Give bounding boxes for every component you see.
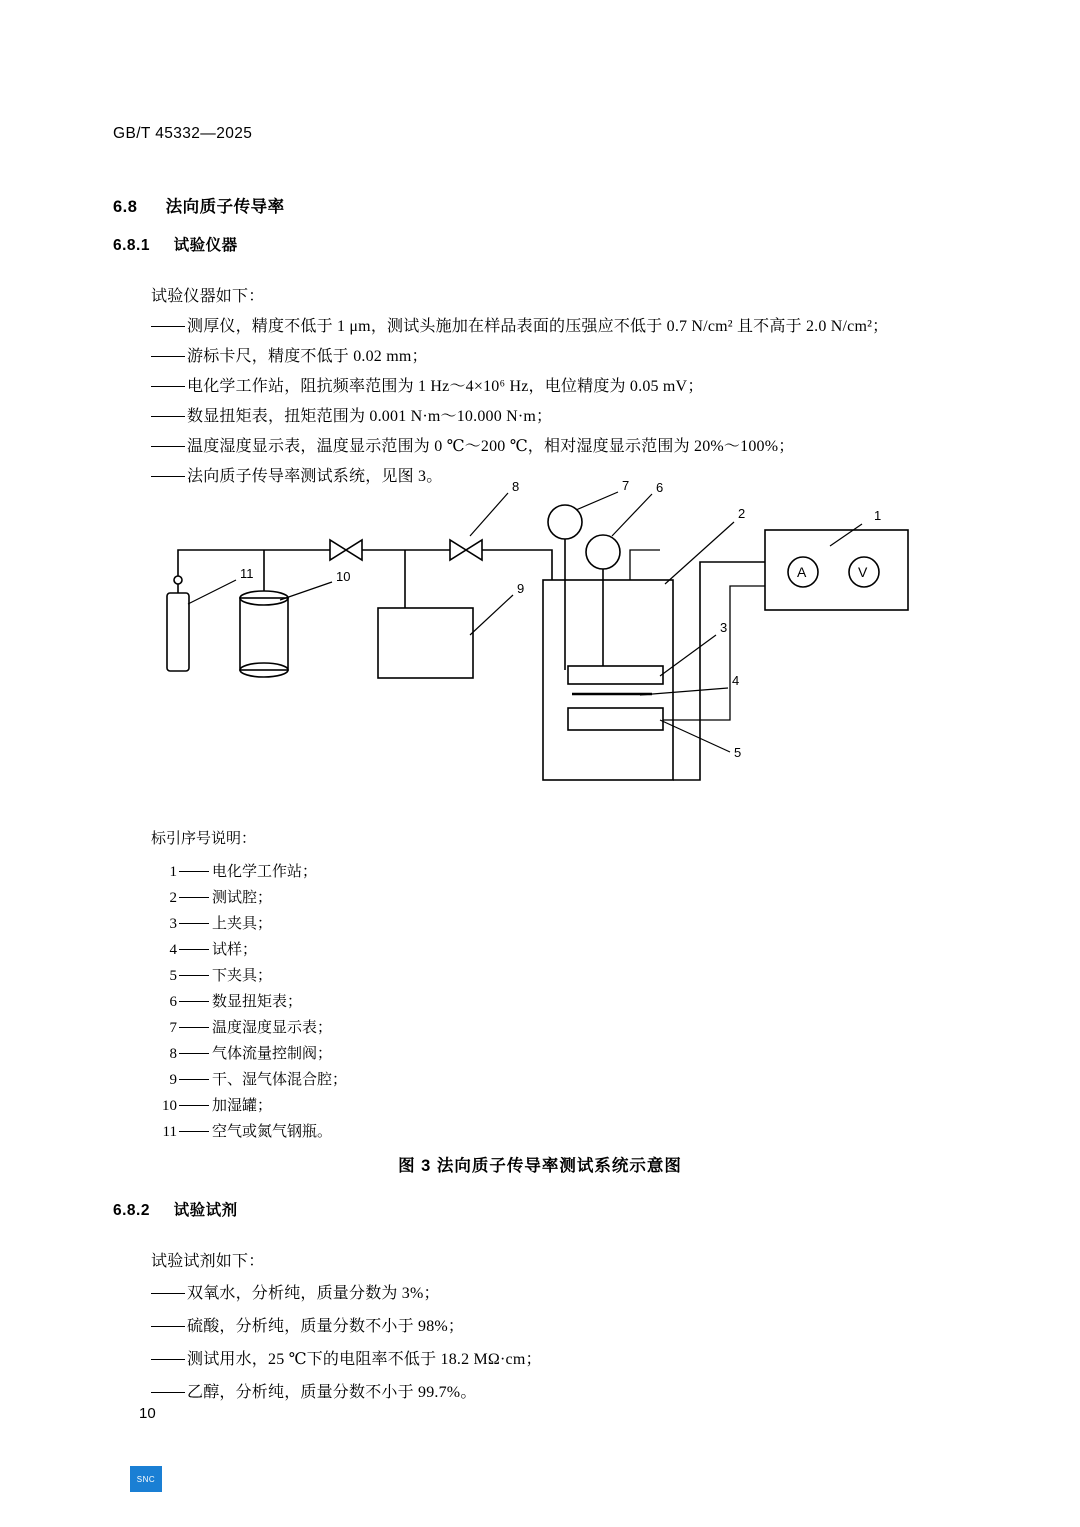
leader-5 [660,720,730,752]
instrument-item-2 [151,343,428,366]
dash-marker [151,446,185,447]
reagents-lead: 试验试剂如下： [151,1253,265,1270]
reagent-item-3 [151,1346,542,1369]
legend-dash [179,949,209,950]
instrument-item-1 [151,313,888,336]
legend-item-10 [151,1094,272,1115]
instrument-item-4-text: 数显扭矩表，扭矩范围为 0.001 N·m～10.000 N·m； [187,408,553,425]
callout-7: 7 [622,480,630,493]
callout-10: 10 [336,569,351,584]
legend-item-4 [151,938,257,959]
instrument-item-5-text: 温度湿度显示表，温度显示范围为 0 ℃～200 ℃，相对湿度显示范围为 20%～100%； [187,438,795,455]
valve-right [450,540,482,560]
reagent-item-2-text: 硫酸，分析纯，质量分数不小于 98%； [187,1318,465,1335]
legend-num-9: 9 [169,1072,177,1088]
callout-6: 6 [656,480,664,495]
leader-9 [470,595,513,635]
dash-marker [151,356,185,357]
torque-meter-gauge [586,535,620,569]
mixing-chamber [378,608,473,678]
instrument-item-3 [151,373,704,396]
legend-title: 标引序号说明： [151,831,257,847]
legend-label-9: 干、湿气体混合腔； [212,1072,348,1088]
legend-label-3: 上夹具； [212,916,273,932]
page-header-standard-code: GB/T 45332—2025 [113,125,253,142]
callout-4: 4 [732,673,740,688]
legend-num-10: 10 [162,1098,177,1114]
callout-3: 3 [720,620,728,635]
reagent-item-1 [151,1280,440,1303]
figure-3-caption: 图 3 法向质子传导率测试系统示意图 [398,1157,682,1175]
leader-3 [660,635,716,676]
callout-11: 11 [240,566,254,581]
test-system-schematic [140,480,940,820]
valve-left [330,540,362,560]
upper-fixture [568,666,663,684]
legend-item-1 [151,860,317,881]
dash-marker [151,326,185,327]
section-title-6-8-1: 试验仪器 [173,237,238,254]
legend-item-9 [151,1068,347,1089]
dash-marker [151,1359,185,1360]
legend-num-11: 11 [162,1124,177,1140]
callout-9: 9 [517,581,525,596]
legend-dash [179,1053,209,1054]
legend-num-3: 3 [169,916,177,932]
dash-marker [151,476,185,477]
legend-dash [179,871,209,872]
gas-cylinder-valve [174,576,182,584]
legend-dash [179,1079,209,1080]
legend-item-5 [151,964,272,985]
callout-1: 1 [874,508,882,523]
figure-callout-labels [240,480,881,760]
reagent-item-3-text: 测试用水，25 ℃下的电阻率不低于 18.2 MΩ·cm； [187,1351,542,1368]
instrument-item-1-text: 测厚仪，精度不低于 1 μm，测试头施加在样品表面的压强应不低于 0.7 N/cm² 且不高于 2.0 N/cm²； [187,318,889,335]
leader-1 [830,524,862,546]
callout-5: 5 [734,745,742,760]
wire-workstation-upper [663,586,765,720]
legend-dash [179,1131,209,1132]
instrument-item-5 [151,433,794,456]
legend-label-5: 下夹具； [212,968,273,984]
dash-marker [151,1293,185,1294]
lower-fixture [568,708,663,730]
legend-num-4: 4 [169,942,177,958]
publisher-logo: SNC [130,1466,162,1492]
callout-2: 2 [738,506,746,521]
instrument-item-6-text: 法向质子传导率测试系统，见图 3。 [187,468,443,485]
legend-num-5: 5 [169,968,177,984]
section-number-6-8-1: 6.8.1 [113,237,150,254]
legend-num-1: 1 [169,864,177,880]
instrument-item-3-text: 电化学工作站，阻抗频率范围为 1 Hz～4×10⁶ Hz，电位精度为 0.05 mV； [187,378,704,395]
section-number-6-8: 6.8 [113,198,138,216]
legend-item-2 [151,886,272,907]
legend-label-10: 加湿罐； [212,1098,273,1114]
reagent-item-1-text: 双氧水，分析纯，质量分数为 3%； [187,1285,440,1302]
legend-dash [179,1001,209,1002]
instrument-item-4 [151,403,552,426]
page-number: 10 [139,1405,156,1422]
section-title-6-8: 法向质子传导率 [165,198,285,216]
leader-7 [576,492,618,510]
figure-3-diagram [140,480,940,820]
legend-item-7 [151,1016,332,1037]
voltmeter-label: V [858,564,868,580]
legend-item-3 [151,912,272,933]
legend-label-4: 试样； [212,942,258,958]
section-heading-6-8-1 [113,233,238,255]
legend-dash [179,975,209,976]
pipe-cylinder-to-valve8a [178,550,330,576]
pipe-valve8-to-chamber [482,550,552,580]
section-heading-6-8-2 [113,1198,238,1220]
section-heading-6-8 [113,193,285,217]
instrument-item-2-text: 游标卡尺，精度不低于 0.02 mm； [187,348,428,365]
legend-num-8: 8 [169,1046,177,1062]
reagent-item-4 [151,1379,477,1402]
callout-8: 8 [512,480,520,494]
leader-6 [612,494,652,536]
gas-cylinder-body [167,593,189,671]
leader-4 [640,688,728,695]
section-number-6-8-2: 6.8.2 [113,1202,150,1219]
leader-8 [470,493,508,536]
legend-num-2: 2 [169,890,177,906]
chamber-top-port [630,550,660,580]
legend-dash [179,897,209,898]
legend-label-1: 电化学工作站； [212,864,318,880]
legend-label-11: 空气或氮气钢瓶。 [212,1124,333,1140]
section-title-6-8-2: 试验试剂 [173,1202,238,1219]
legend-dash [179,1027,209,1028]
legend-dash [179,1105,209,1106]
legend-item-8 [151,1042,332,1063]
legend-num-7: 7 [169,1020,177,1036]
legend-label-6: 数显扭矩表； [212,994,303,1010]
dash-marker [151,386,185,387]
legend-dash [179,923,209,924]
legend-label-2: 测试腔； [212,890,273,906]
reagent-item-4-text: 乙醇，分析纯，质量分数不小于 99.7%。 [187,1384,477,1401]
legend-item-11 [151,1120,332,1141]
humidifier-tank [240,598,288,670]
dash-marker [151,1392,185,1393]
instruments-lead: 试验仪器如下： [151,288,265,305]
legend-label-8: 气体流量控制阀； [212,1046,333,1062]
dash-marker [151,1326,185,1327]
legend-num-6: 6 [169,994,177,1010]
leader-10 [280,582,332,600]
legend-label-7: 温度湿度显示表； [212,1020,333,1036]
dash-marker [151,416,185,417]
reagent-item-2 [151,1313,464,1336]
ammeter-label: A [797,564,807,580]
leader-11 [188,580,236,604]
legend-item-6 [151,990,302,1011]
